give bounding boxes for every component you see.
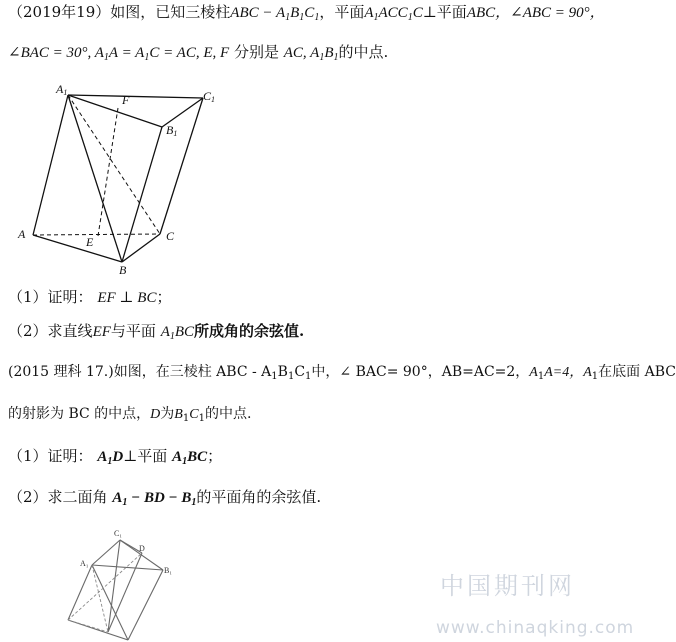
problem1-part2: （2）求直线EF与平面 $A_1BC$所成角的余弦值. — [8, 322, 305, 342]
label-a: A — [18, 227, 26, 241]
label-b: B — [119, 263, 127, 277]
label-a1: A1 — [56, 82, 68, 97]
problem1-line2: ∠BAC = 30°, $A_1A = A_1C$ = AC, E, F 分别是 AC, $A_1B_1$的中点. — [8, 43, 389, 63]
problem2-line1: (2015 理科 17.)如图，在三棱柱 ABC - $A_1B_1C_1$中，∠ BAC= 90°，AB=AC=2，$A_1A=4$，$A_1$在底面 ABC — [8, 364, 676, 382]
label-c1: C1 — [203, 89, 216, 104]
fig2-label-b1: B₁ — [164, 566, 173, 575]
label-b1: B1 — [166, 123, 178, 138]
label-c: C — [166, 229, 175, 243]
fig2-label-c1: C₁ — [114, 529, 123, 538]
fig2-label-d: D — [139, 544, 145, 553]
watermark-cn: 中国期刊网 — [440, 572, 575, 600]
label-f: F — [122, 93, 130, 107]
problem1-part1: （1）证明： EF ⊥ BC； — [8, 288, 172, 306]
problem2-part1: （1）证明： $A_1D\perp$平面 $A_1BC$； — [8, 447, 223, 467]
watermark-url: www.chinaqking.com — [436, 618, 635, 638]
label-e: E — [86, 235, 94, 249]
problem1-line1: （2019年19）如图，已知三棱柱ABC − $A_1B_1C_1$，平面$A_1ACC_1C\perp$平面ABC，∠ABC = 90°， — [8, 3, 605, 23]
problem2-line2: 的射影为 BC 的中点，D为$B_1C_1$的中点. — [8, 406, 252, 424]
fig2-label-a1: A₁ — [80, 559, 89, 568]
problem2-source: (2015 理科 17.) — [8, 364, 114, 380]
problem1-source: （2019年19） — [8, 3, 111, 21]
problem2-part2: （2）求二面角 $A_1$ − BD − $B_1$的平面角的余弦值. — [8, 488, 322, 508]
